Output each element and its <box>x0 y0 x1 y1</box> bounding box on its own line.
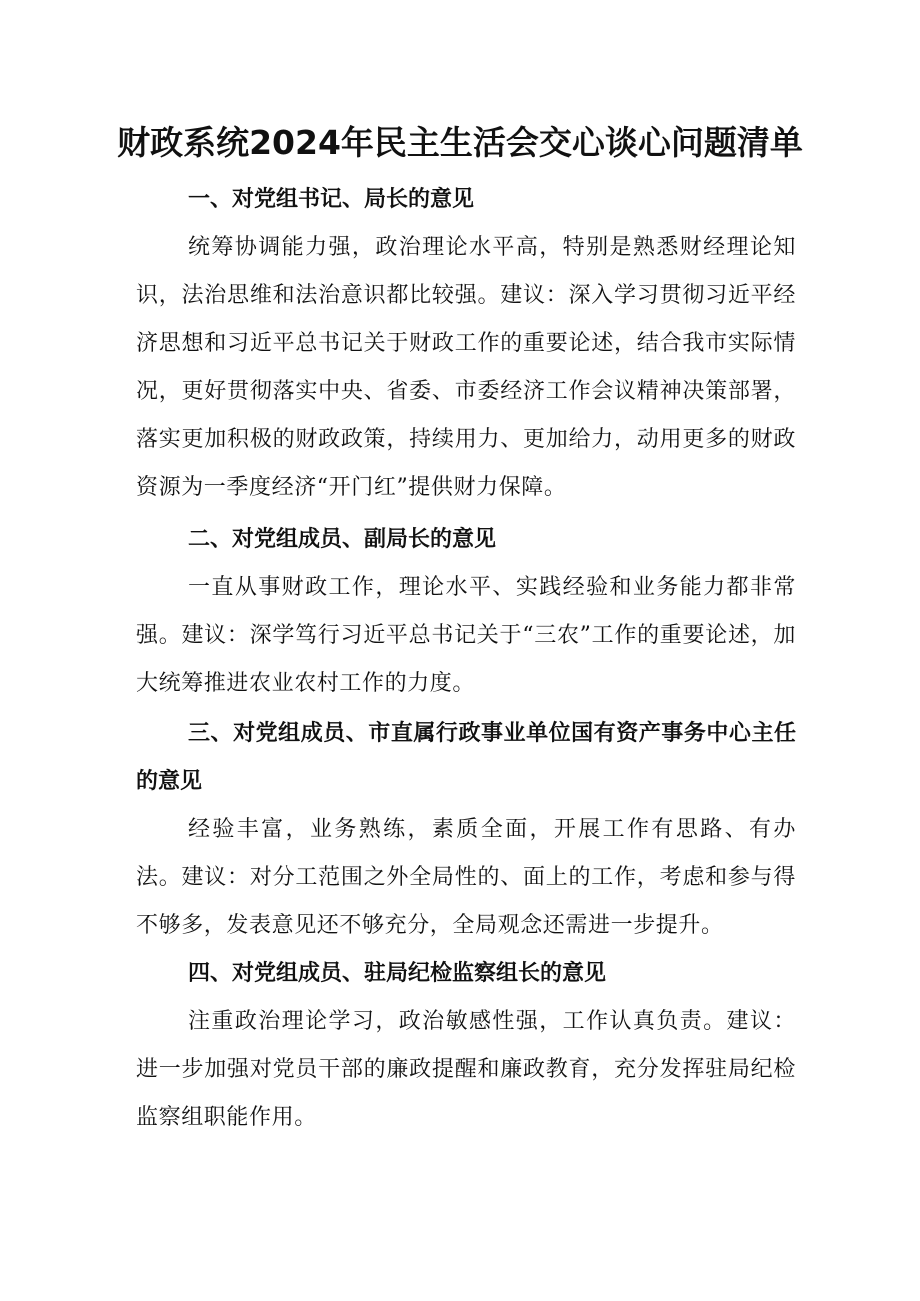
section-heading: 三、对党组成员、市直属行政事业单位国有资产事务中心主任的意见 <box>136 721 796 794</box>
section-body: 经验丰富，业务熟练，素质全面，开展工作有思路、有办法。建议：对分工范围之外全局性的、面上的工作，考虑和参与得不够多，发表意见还不够充分，全局观念还需进一步提升。 <box>136 817 796 938</box>
section-body: 注重政治理论学习，政治敏感性强，工作认真负责。建议：进一步加强对党员干部的廉政提醒和廉政教育，充分发挥驻局纪检监察组职能作用。 <box>136 1009 796 1130</box>
section-1 <box>136 176 796 512</box>
section-body: 一直从事财政工作，理论水平、实践经验和业务能力都非常强。建议：深学笃行习近平总书记关于“三农”工作的重要论述，加大统筹推进农业农村工作的力度。 <box>136 575 796 696</box>
section-heading: 一、对党组书记、局长的意见 <box>188 187 475 212</box>
section-4 <box>136 950 796 1142</box>
section-heading: 二、对党组成员、副局长的意见 <box>188 527 497 552</box>
document-title: 财政系统2024年民主生活会交心谈心问题清单 <box>117 123 803 162</box>
section-body: 统筹协调能力强，政治理论水平高，特别是熟悉财经理论知识，法治思维和法治意识都比较强。建议：深入学习贯彻习近平经济思想和习近平总书记关于财政工作的重要论述，结合我市实际情况，更好贯彻落实中央、省委、市委经济工作会议精神决策部署，落实更加积极的财政政策，持续用力、更加给力，动用更多的财政资源为一季度经济“开门红”提供财力保障。 <box>136 235 796 500</box>
section-2 <box>136 516 796 708</box>
section-heading: 四、对党组成员、驻局纪检监察组长的意见 <box>188 961 607 986</box>
section-3 <box>136 710 796 950</box>
